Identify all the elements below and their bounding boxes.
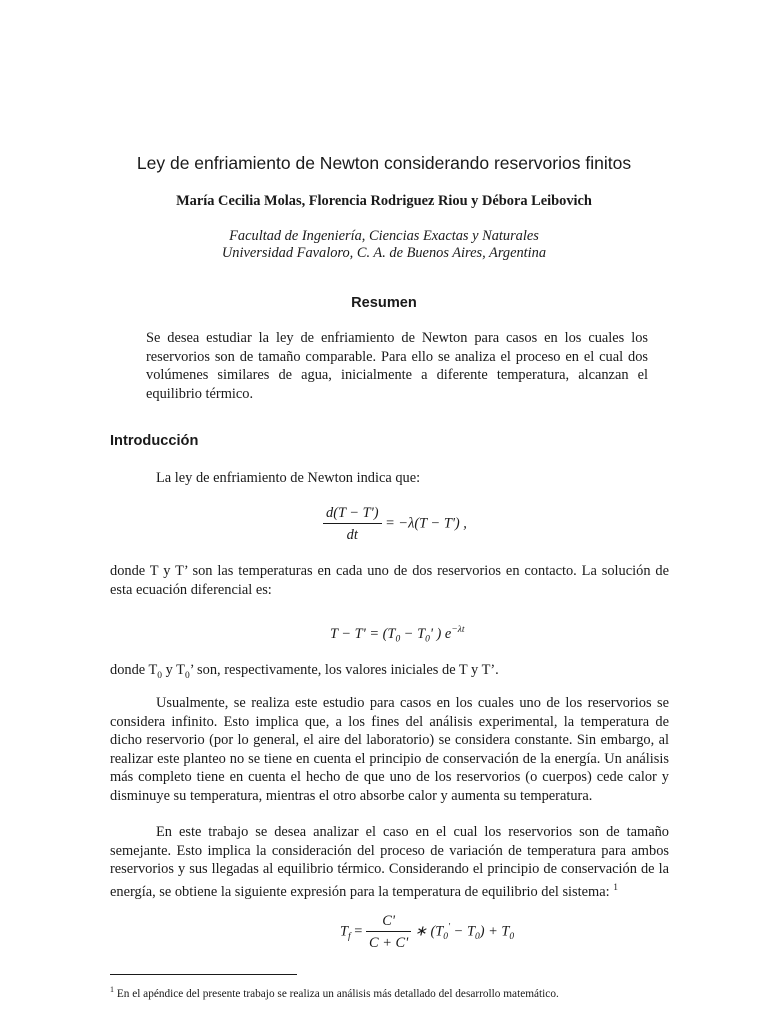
abstract-heading: Resumen [351,295,417,311]
equation-solution [330,621,464,649]
equation-denominator: C + C' [369,935,409,951]
intro-paragraph-3 [110,661,669,685]
text-part: y T [162,662,185,678]
equation-exponent: −λt [451,625,465,635]
text-part: ’ son, respectivamente, los valores iniciales de T y T’. [189,662,499,678]
intro-paragraph-2: donde T y T’ son las temperaturas en cada uno de dos reservorios en contacto. La solución de esta ecuación diferencial es: [110,563,669,598]
equation-fraction [323,504,382,544]
equation-part: T [340,923,349,940]
equation-denominator: dt [346,527,358,543]
footnote-mark: 1 [110,985,114,994]
equation-part: − T [400,625,426,642]
equation-subscript: 0 [425,634,430,645]
abstract-text: Se desea estudiar la ley de enfriamiento de Newton para casos en los cuales los reservorios son de tamaño comparable. Para ello se analiza el proceso en el cual dos volúmenes similares de agua, inicialmente a diferente temperatura, alcanzan el equilibrio térmico. [146,330,648,403]
equation-superscript: ' [448,922,451,933]
text-part: donde T [110,662,158,678]
intro-paragraph-4: Usualmente, se realiza este estudio para casos en los cuales uno de los reservorios se considera infinito. Esto implica que, a los fines del análisis experimental, la temperatura de dicho reservorio (por lo general, el aire del laboratorio) se considera constante. Sin embargo, al realizar este planteo no se tiene en cuenta el principio de conservación de la energía. Un análisis más completo tiene en cuenta el hecho de que uno de los reservorios (o cuerpos) cede calor y disminuye su temperatura, mientras el otro absorbe calor y aumenta su temperatura. [110,695,669,804]
text-subscript: 0 [184,670,190,681]
equation-subscript: 0 [395,634,401,645]
equation-numerator: C' [366,912,411,932]
equation-part: ' ) e [429,625,452,642]
equation-subscript: 0 [443,932,448,943]
intro-heading: Introducción [110,433,199,449]
equation-subscript: 0 [509,932,515,943]
paper-authors: María Cecilia Molas, Florencia Rodriguez Riou y Débora Leibovich [176,193,592,209]
footnote-divider [110,974,297,975]
equation-part: = [354,923,363,940]
footnote [110,981,559,1003]
text-part: En este trabajo se desea analizar el caso en el cual los reservorios son de tamaño semejante. Esto implica la consideración del proceso de variación de temperatura para ambos reservorios y sus llegadas al equilibrio térmico. Considerando el principio de conservación de la energía, se obtiene la siguiente expresión para la temperatura de equilibrio del sistema: [110,824,669,900]
intro-paragraph-1: La ley de enfriamiento de Newton indica que: [156,470,421,486]
equation-numerator: d(T − T') [323,504,382,524]
paper-title: Ley de enfriamiento de Newton considerando reservorios finitos [136,153,632,173]
intro-paragraph-5 [110,823,669,901]
equation-subscript: 0 [474,932,480,943]
affiliation-line-1: Facultad de Ingeniería, Ciencias Exactas y Naturales [229,228,539,244]
affiliation-line-2: Universidad Favaloro, C. A. de Buenos Aires, Argentina [221,245,547,261]
footnote-text: En el apéndice del presente trabajo se realiza un análisis más detallado del desarrollo matemático. [116,987,559,1000]
equation-part: T − T' = (T [330,625,396,642]
equation-fraction [366,912,411,952]
equation-subscript: f [348,932,351,943]
equation-rhs: = −λ(T − T') , [385,515,467,532]
text-subscript: 0 [157,670,163,681]
footnote-reference[interactable]: 1 [613,882,618,893]
equation-newton-law [323,504,467,544]
equation-part: − T [450,923,475,940]
equation-part: ) + T [479,923,510,940]
equation-equilibrium-temperature [340,912,514,952]
equation-part: ∗ (T [414,923,444,940]
